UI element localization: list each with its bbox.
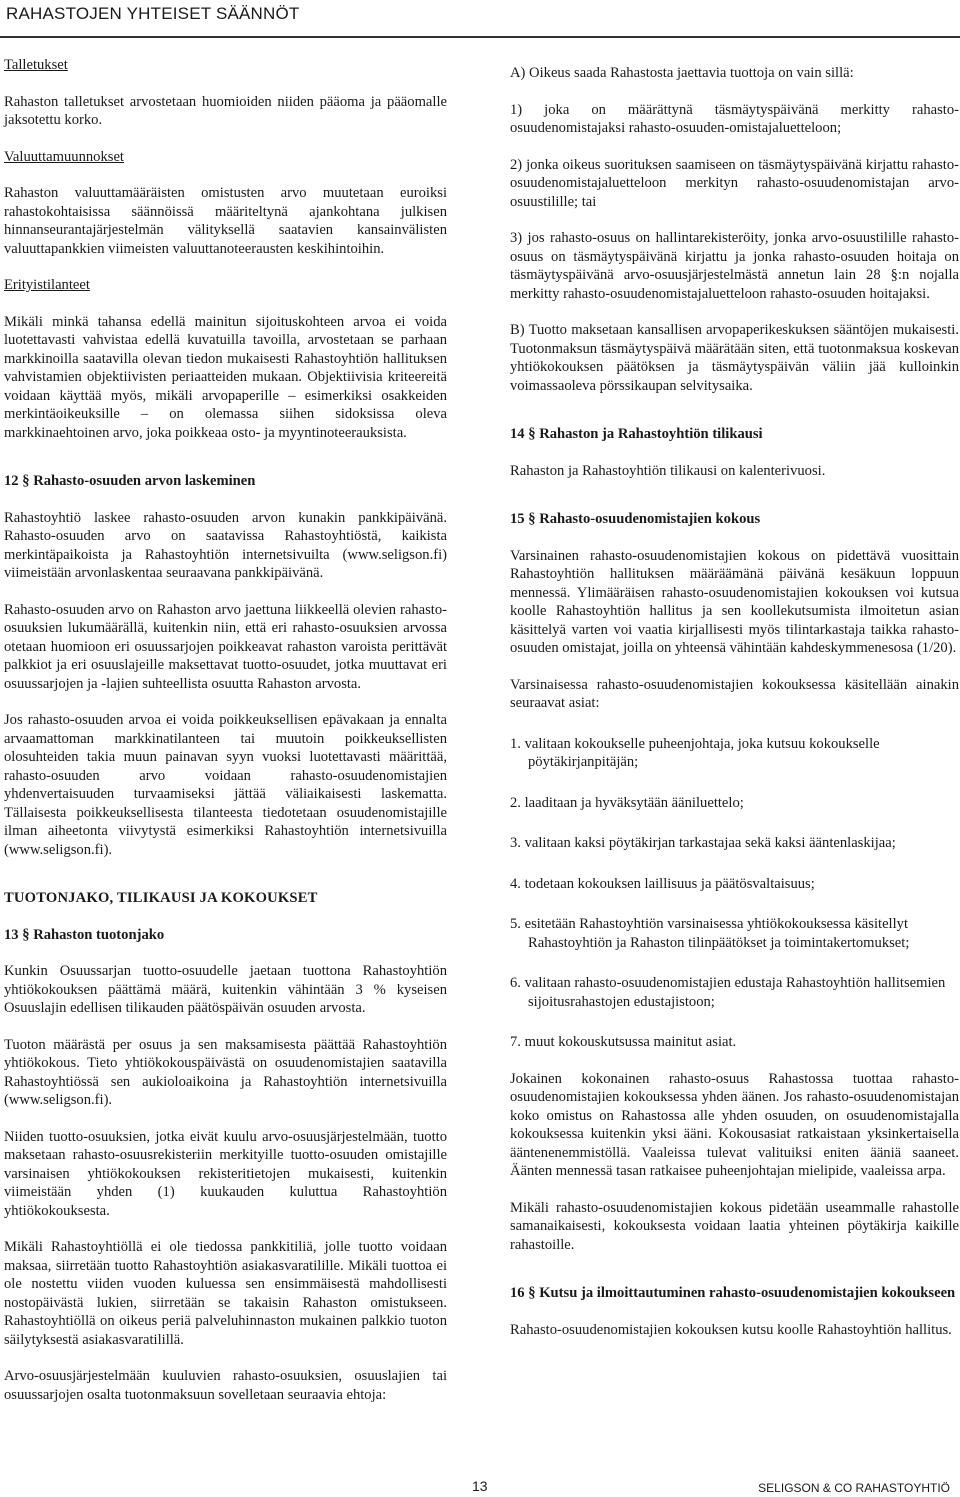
section-14-paragraph: Rahaston ja Rahastoyhtiön tilikausi on kalenterivuosi. xyxy=(510,462,826,479)
section-13-paragraph-5: Arvo-osuusjärjestelmään kuuluvien rahasto-osuuksien, osuuslajien tai osuussarjojen osalta tuotonmaksuun sovelletaan seuraavia ehtoja: xyxy=(4,1368,447,1403)
section-14-title: 14 § Rahaston ja Rahastoyhtiön tilikausi xyxy=(510,426,763,442)
section-15-title: 15 § Rahasto-osuudenomistajien kokous xyxy=(510,511,761,527)
condition-a-2: 2) jonka oikeus suorituksen saamiseen on täsmäytyspäivänä kirjattu rahasto-osuudenomistajaluetteloon merkityn rahasto-osuudenomistajan arvo-osuustilille; tai xyxy=(510,156,959,210)
chapter-title: TUOTONJAKO, TILIKAUSI JA KOKOUKSET xyxy=(4,890,318,906)
heading-erityistilanteet: Erityistilanteet xyxy=(4,277,90,293)
list-item: 4. todetaan kokouksen laillisuus ja päätösvaltaisuus; xyxy=(510,875,815,892)
condition-a-3: 3) jos rahasto-osuus on hallintarekisteröity, jonka arvo-osuustilille rahasto-osuus on täsmäytyspäivänä kirjattu ja jonka rahasto-osuuden hoitaja on täsmäytyspäivänä arvo-osuusjärjestelmästä annetun lain 28 §:n nojalla merkitty rahasto-osuudenomistajaluetteloon rahasto-osuuden hoitajaksi. xyxy=(510,230,959,302)
section-12-title: 12 § Rahasto-osuuden arvon laskeminen xyxy=(4,473,256,489)
section-12-paragraph-2: Rahasto-osuuden arvo on Rahaston arvo jaettuna liikkeellä olevien rahasto-osuuksien lukumäärällä, kuitenkin niin, että eri rahasto-osuuksien arvossa otetaan huomioon eri osuussarjojen poikkeavat rahaston varoista perittävät palkkiot ja eri osuuslajeille maksettavat tuotto-osuudet, jotka muuttavat eri osuussarjojen ja -lajien suhteellista osuutta Rahaston arvosta. xyxy=(4,601,447,692)
paragraph-valuuttamuunnokset: Rahaston valuuttamääräisten omistusten arvo muutetaan euroiksi rahastokohtaisissa säännöissä määriteltynä ajankohtana julkisen hinnanseurantajärjestelmän välityksellä saatavien kansainvälisten valuuttapankkien viimeisten valuuttanoteerausten keskihintoihin. xyxy=(4,185,447,257)
section-13-paragraph-4: Mikäli Rahastoyhtiöllä ei ole tiedossa pankkitiliä, jolle tuotto voidaan maksaa, siirretään tuotto Rahastoyhtiön asiakasvaratilille. Mikäli tuottoa ei ole nostettu viiden vuoden kuluessa sen ensimmäisestä mahdollisesti nostopäivästä lukien, siirretään se takaisin Rahaston omistukseen. Rahastoyhtiöllä on oikeus periä palveluhinnaston mukainen palkkio tuoton säilytyksestä asiakasvaratilillä. xyxy=(4,1239,447,1348)
section-13-paragraph-1: Kunkin Osuussarjan tuotto-osuudelle jaetaan tuottona Rahastoyhtiön yhtiökokouksen päättämä määrä, kuitenkin vähintään 3 % kyseisen Osuuslajin edellisen tilikauden päätöspäivän osuuden arvosta. xyxy=(4,963,447,1016)
paragraph-talletukset: Rahaston talletukset arvostetaan huomioiden niiden pääoma ja pääomalle jaksotettu korko. xyxy=(4,93,447,128)
heading-valuuttamuunnokset: Valuuttamuunnokset xyxy=(4,148,124,165)
section-13-paragraph-2: Tuoton määrästä per osuus ja sen maksamisesta päättää Rahastoyhtiön yhtiökokous. Tieto yhtiökokouspäivästä on osuudenomistajien saatavilla Rahastoyhtiössä sen aukioloaikoina ja Rahastoyhtiön internetsivuilla (www.seligson.fi). xyxy=(4,1036,447,1108)
section-15-paragraph-1: Varsinainen rahasto-osuudenomistajien kokous on pidettävä vuosittain Rahastoyhtiön hallituksen määräämänä päivänä kesäkuun loppuun mennessä. Ylimääräisen rahasto-osuudenomistajien kokouksen voi kutsua koolle Rahastoyhtiön hallitus ja sen koollekutsumista ilmoitetun asian käsittelyä varten voi vaatia kirjallisesti myös tilintarkastaja taikka rahasto-osuuden omistajat, joilla on yhteensä vähintään kahdeskymmenesosa (1/20). xyxy=(510,547,959,656)
footer-company: SELIGSON & CO RAHASTOYHTIÖ xyxy=(758,1481,950,1495)
header-title: RAHASTOJEN YHTEISET SÄÄNNÖT xyxy=(6,4,300,23)
section-13-title: 13 § Rahaston tuotonjako xyxy=(4,926,165,943)
left-column xyxy=(4,56,447,1404)
condition-a-1: 1) joka on määrättynä täsmäytyspäivänä merkitty rahasto-osuudenomistajaksi rahasto-osuuden-omistajaluetteloon; xyxy=(510,101,959,136)
section-12-paragraph-3: Jos rahasto-osuuden arvoa ei voida poikkeuksellisen epävakaan ja ennalta arvaamattoman markkinatilanteen tai muutoin poikkeuksellisten olosuhteiden takia muun painavan syyn vuoksi luotettavasti määrittää, rahasto-osuuden arvo voidaan rahasto-osuudenomistajien yhdenvertaisuuden turvaamiseksi jättää väliaikaisesti laskematta. Tällaisesta poikkeuksellisesta tilanteesta tiedotetaan osuudenomistajille ilman aiheetonta viivytystä esimerkiksi Rahastoyhtiön internetsivuilla (www.seligson.fi). xyxy=(4,712,447,858)
list-item: 7. muut kokouskutsussa mainitut asiat. xyxy=(510,1034,737,1050)
section-15-paragraph-3: Jokainen kokonainen rahasto-osuus Rahastossa tuottaa rahasto-osuudenomistajien kokouksessa yhden äänen. Jos rahasto-osuudenomistajan koko omistus on Rahastossa alle yhden osuuden, on osuudenomistajalla kokouksessa kuitenkin yksi ääni. Kokousasiat ratkaistaan yksinkertaisella ääntenenemmistöllä. Vaaleissa tulevat valituiksi eniten ääniä saaneet. Äänten mennessä tasan ratkaisee puheenjohtajan mielipide, vaaleissa arpa. xyxy=(510,1070,959,1179)
condition-a-intro: A) Oikeus saada Rahastosta jaettavia tuottoja on vain sillä: xyxy=(510,65,854,81)
list-item: 3. valitaan kaksi pöytäkirjan tarkastajaa sekä kaksi ääntenlaskijaa; xyxy=(510,835,896,851)
section-16-paragraph: Rahasto-osuudenomistajien kokouksen kutsu koolle Rahastoyhtiön hallitus. xyxy=(510,1321,952,1338)
section-16-title: 16 § Kutsu ja ilmoittautuminen rahasto-osuudenomistajien kokoukseen xyxy=(510,1285,956,1301)
right-column xyxy=(510,64,959,1339)
list-item: 5. esitetään Rahastoyhtiön varsinaisessa yhtiökokouksessa käsitellyt Rahastoyhtiön ja Rahaston tilinpäätökset ja toimintakertomukset; xyxy=(510,916,910,951)
list-item: 1. valitaan kokoukselle puheenjohtaja, joka kutsuu kokoukselle pöytäkirjanpitäjän; xyxy=(510,735,880,770)
page-header xyxy=(0,0,960,38)
heading-talletukset: Talletukset xyxy=(4,57,68,73)
paragraph-erityistilanteet: Mikäli minkä tahansa edellä mainitun sijoituskohteen arvoa ei voida luotettavasti vahvistaa edellä kuvatuilla tavoilla, arvostetaan se parhaan markkinoilla saatavilla olevan tiedon mukaisesti Rahastoyhtiön hallituksen vahvistamien objektiivisten periaatteiden mukaan. Objektiivisia kriteereitä voidaan käyttää myös, mikäli arvopaperille – esimerkiksi osakkeiden merkintäoikeuksille – on olemassa siihen sidoksissa oleva markkinaehtoinen arvo, joka poikkeaa osto- ja myyntinoteerauksista. xyxy=(4,313,447,441)
section-12-paragraph-1: Rahastoyhtiö laskee rahasto-osuuden arvon kunakin pankkipäivänä. Rahasto-osuuden arvo on saatavissa Rahastoyhtiöstä, kaikista merkintäpaikoista ja Rahastoyhtiön internetsivuilta (www.seligson.fi) viimeistään arvonlaskentaa seuraavana pankkipäivänä. xyxy=(4,509,447,581)
section-15-paragraph-2: Varsinaisessa rahasto-osuudenomistajien kokouksessa käsitellään ainakin seuraavat asiat: xyxy=(510,676,959,711)
section-15-paragraph-4: Mikäli rahasto-osuudenomistajien kokous pidetään useammalle rahastolle samanaikaisesti, kokouksesta voidaan laatia yhteinen pöytäkirja kaikille rahastoille. xyxy=(510,1199,959,1253)
list-item: 2. laaditaan ja hyväksytään ääniluettelo; xyxy=(510,794,744,811)
page-number: 13 xyxy=(472,1478,488,1494)
list-item: 6. valitaan rahasto-osuudenomistajien edustaja Rahastoyhtiön hallitsemien sijoitusrahastojen edustajistoon; xyxy=(510,975,946,1010)
condition-b: B) Tuotto maksetaan kansallisen arvopaperikeskuksen sääntöjen mukaisesti. Tuotonmaksun täsmäytyspäivä määrätään siten, että tuotonmaksua koskevan yhtiökokouksen päätöksen ja täsmäytyspäivän väliin jää kulloinkin voimassaoleva pörssikaupan selvitysaika. xyxy=(510,322,959,394)
section-13-paragraph-3: Niiden tuotto-osuuksien, jotka eivät kuulu arvo-osuusjärjestelmään, tuotto maksetaan rahasto-osuusrekisteriin merkityille tuotto-osuuden omistajille varsinaisen yhtiökokouksen rekisteritietojen mukaisesti, kuitenkin viimeistään yhden (1) kuukauden kuluttua Rahastoyhtiön yhtiökokouksesta. xyxy=(4,1128,447,1219)
